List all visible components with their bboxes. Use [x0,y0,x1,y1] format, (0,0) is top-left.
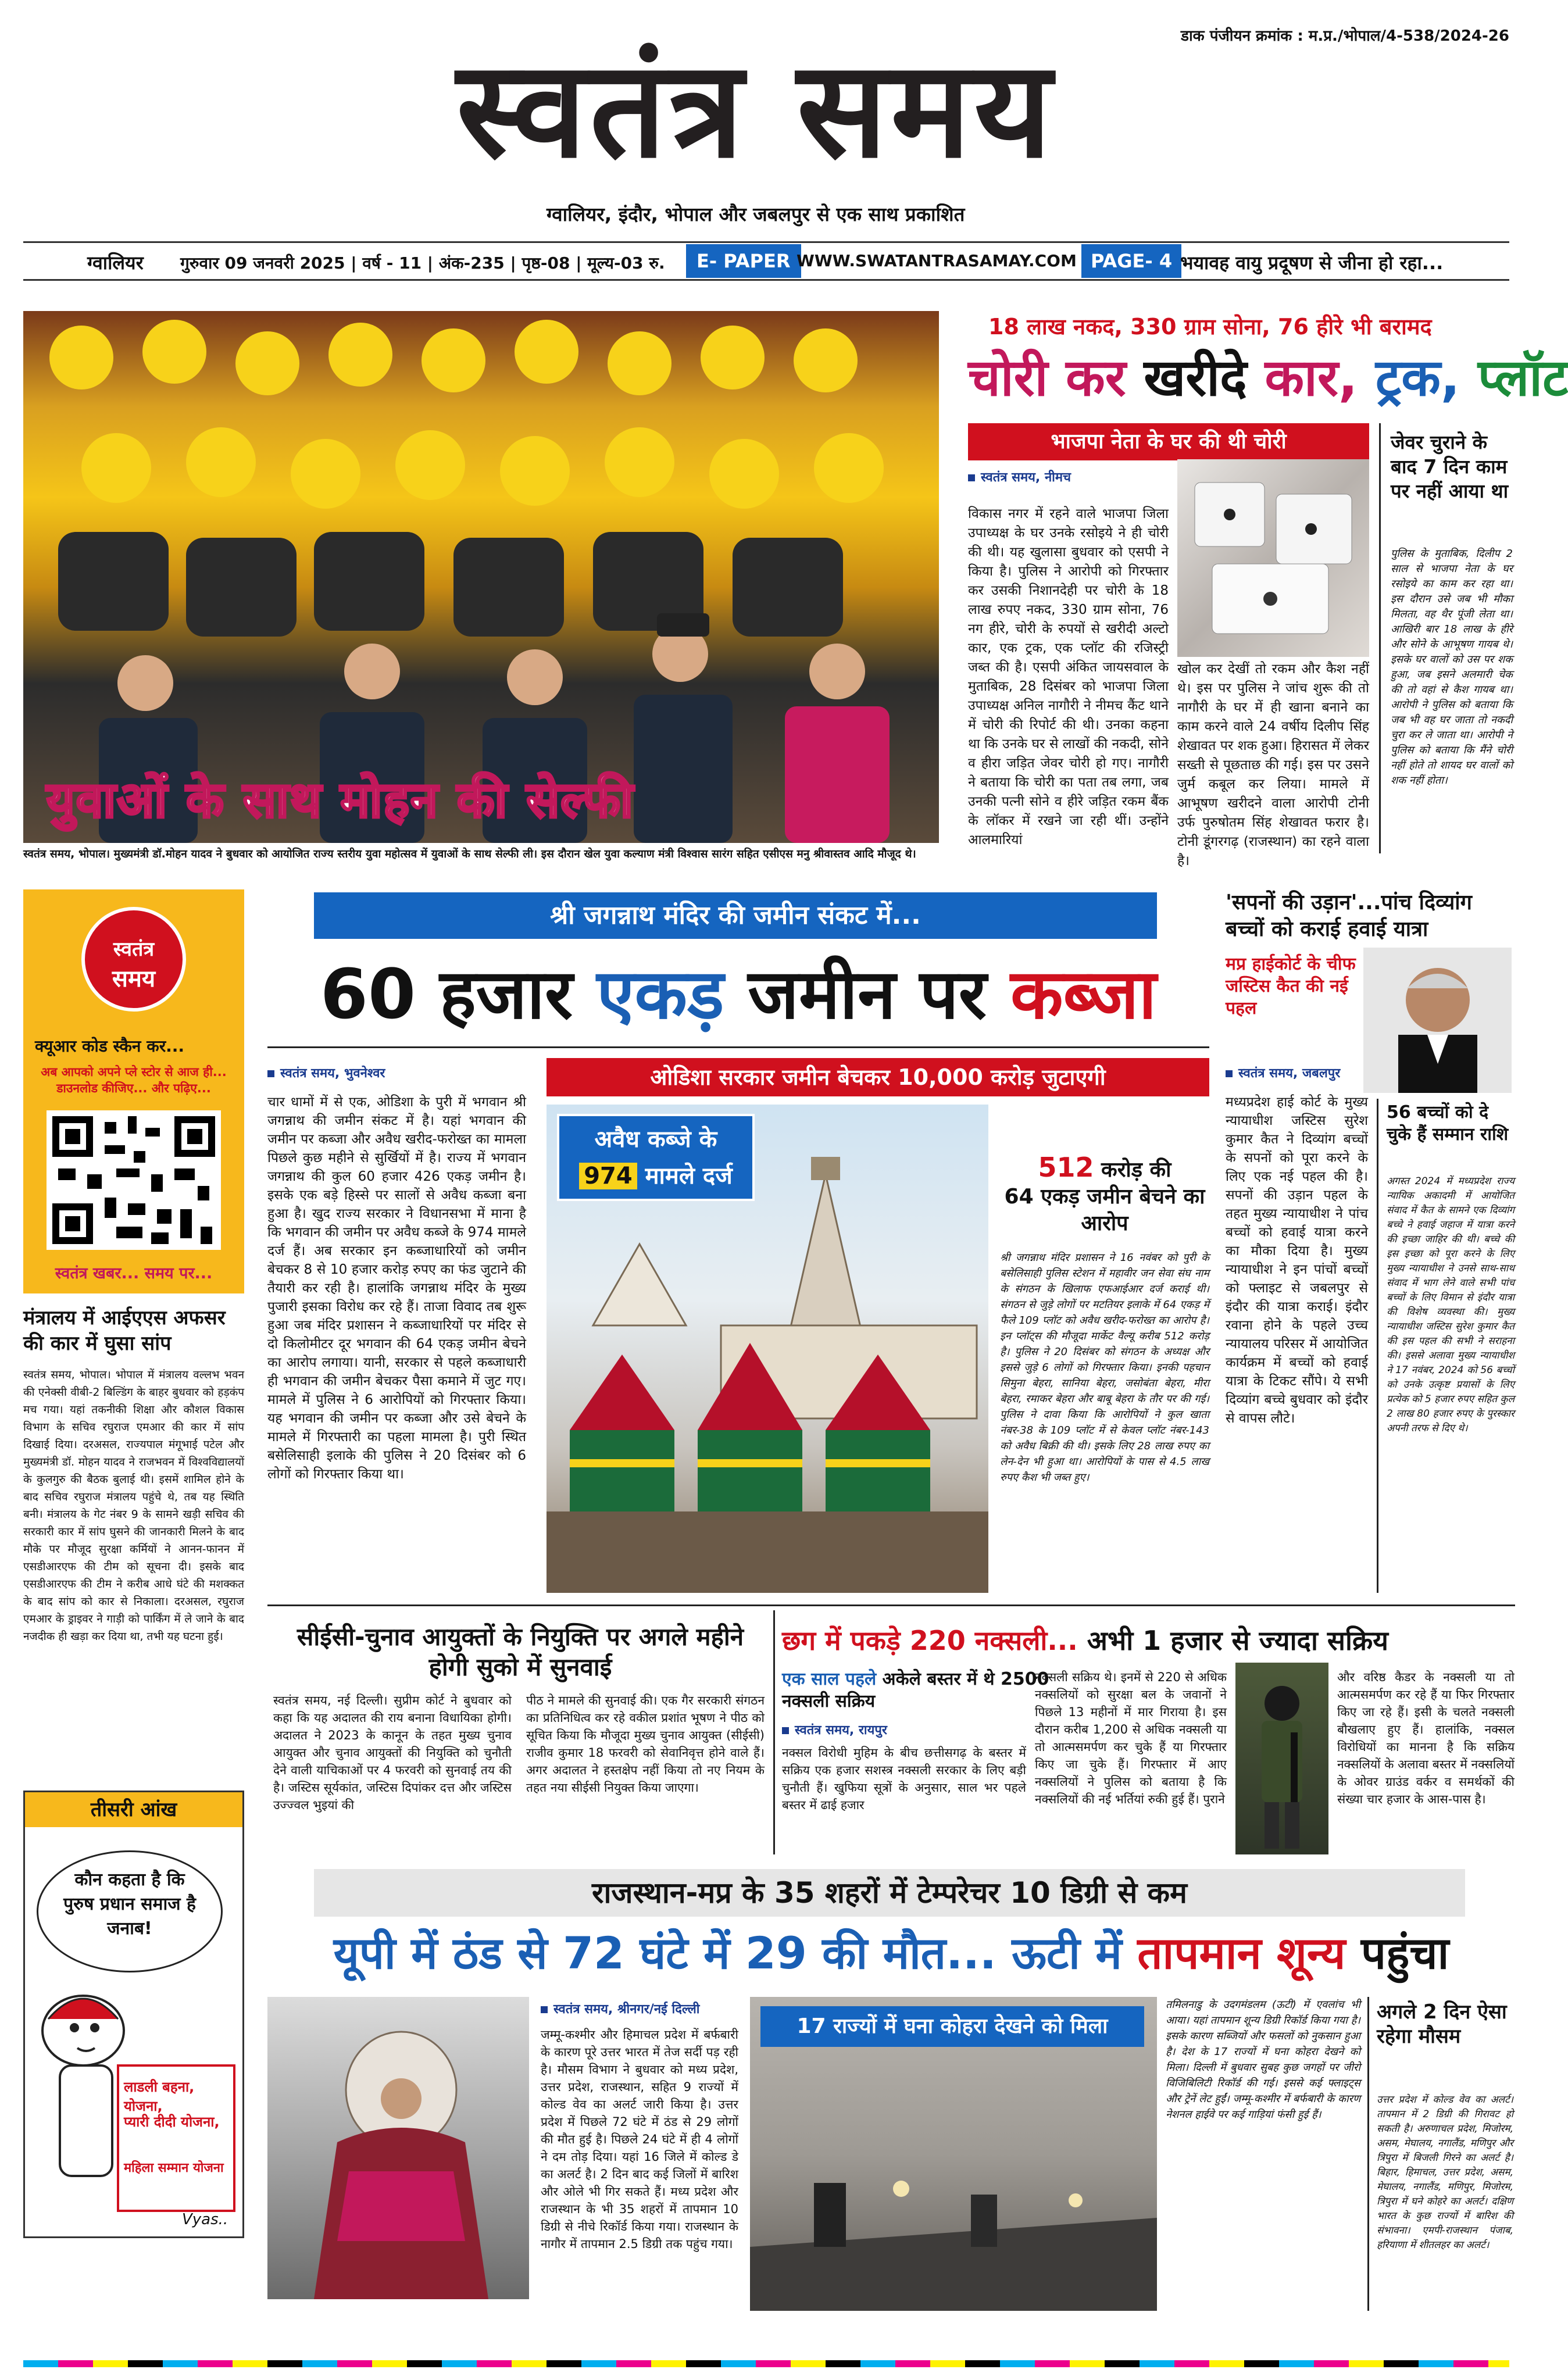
overlay-box [557,1114,755,1201]
theft-headline [968,346,1568,410]
promo-qr-title: क्यूआर कोड स्कैन कर... [35,1037,185,1056]
masthead-title: स्वतंत्र समय [456,33,1055,188]
theft-headline-b: खरीदे [1144,348,1247,408]
flight-side-divider [1377,1099,1378,1593]
jag-side-head2: 64 एकड़ जमीन बेचने का आरोप [1004,1185,1205,1235]
jagannath-headline-a: 60 हजार [320,954,573,1034]
promo-footer: स्वतंत्र खबर... समय पर... [55,1264,213,1282]
jagannath-body: चार धामों में से एक, ओडिशा के पुरी में भगवान श्री जगन्नाथ की जमीन संकट में है। यहां भगवान की जमीन पर कब्जा और अवैध खरीद-फरोख्त का मामला पिछले कुछ महीने से सुर्खियों में है। राज्य में भगवान जगन्नाथ की कुल 60 हजार 426 एकड़ जमीन है। इसके एक बड़े हिस्से पर सालों से अवैध कब्जा बना हुआ है। खुद राज्य सरकार ने विधानसभा में माना है कि भगवान की जमीन पर अवैध कब्जे के 974 मामले दर्ज हैं। अब सरकार इन कब्जाधारियों को जमीन बेचकर 8 से 10 हजार करोड़ रुपए का फंड जुटाने की तैयारी कर रही है। हालांकि जगन्नाथ मंदिर के मुख्य पुजारी इसका विरोध कर रहे हैं। ताजा विवाद तब शुरू हुआ जब मंदिर प्रशासन ने कब्जाधारियों पर मंदिर से दो किलोमीटर दूर भगवान की 64 एकड़ जमीन बेचने का आरोप लगाया। यानी, सरकार से पहले कब्जाधारी ही भगवान की जमीन बेचकर पैसा कमाने में जुट गए। मामले में पुलिस ने 6 आरोपियों को गिरफ्तार किया। यह भगवान की जमीन पर कब्जा और उसे बेचने के मामले में गिरफ्तारी का पहला मामला है। पुरी स्थित बसेलिसाही इलाके की पुलिस ने 20 दिसंबर को 6 लोगों को गिरफ्तार किया था। [267,1095,526,1482]
jag-side-num: 512 [1038,1152,1094,1183]
promo-qr-line: अब आपको अपने प्ले स्टोर से आज ही... डाउनलोड कीजिए... और पढ़िए... [41,1065,227,1095]
cold-byline: स्वतंत्र समय, श्रीनगर/नई दिल्ली [541,2000,699,2017]
theft-headline-e: प्लॉट [1477,348,1568,408]
cec-headline: सीईसी-चुनाव आयुक्तों के नियुक्ति पर अगले महीने होगी सुको में सुनवाई [297,1623,744,1681]
temple-photo [547,1105,988,1593]
theft-byline: स्वतंत्र समय, नीमच [968,468,1071,485]
naxal-body2: नक्सली सक्रिय थे। इनमें से 220 से अधिक नक्सलियों को सुरक्षा बल के जवानों ने पिछले 13 महीनों में मार गिराया है। इस दौरान करीब 1,200 से अधिक नक्सली या तो आत्मसमर्पण कर चुके हैं या गिरफ्तार किए जा चुके हैं। गिरफ्तार में आए नक्सलियों ने पुलिस को बताया है कि नक्सलियों की नई भर्तियां रुकी हुई हैं। पुराने [1035,1670,1227,1806]
theft-side-body: पुलिस के मुताबिक, दिलीप 2 साल से भाजपा नेता के घर रसोइये का काम कर रहा था। इस दौरान उसे जब भी मौका मिलता, वह थैर पूंजी लेता था। आखिरी बार 18 लाख के हीरे और सोने के आभूषण गायब थे। इसके घर वालों को उस पर शक हुआ, जब इसने अलमारी चेक की तो वहां से कैश गायब था। आरोपी ने पुलिस को बताया कि जब भी वह घर जाता तो नकदी चुरा कर ले जाता था। आरोपी ने पुलिस को बताया कि मैंने चोरी नहीं होते तो शायद घर वालों को शक नहीं होता। [1391,548,1513,787]
cold-headline-c: पहुंचा [1360,1927,1449,1979]
registration-marks [23,2360,1509,2367]
naxal-figure-icon [1235,1663,1328,1854]
jewellery-illustration [1177,459,1369,657]
cold-side-divider [1367,1997,1369,2311]
flight-side-head: 56 बच्चों को दे चुके हैं सम्मान राशि [1387,1102,1509,1145]
cartoon-sign3: महिला सम्मान योजना [124,2161,224,2175]
promo-logo-top: स्वतंत्र [113,938,155,961]
naxal-body1: नक्सल विरोधी मुहिम के बीच छत्तीसगढ़ के बस्तर में सक्रिय एक हजार सशस्त्र नक्सली सरकार के लिए बड़ी चुनौती हैं। खुफिया सूत्रों के अनुसार, साल भर पहले बस्तर में ढाई हजार [782,1746,1026,1812]
justice-portrait-icon [1363,948,1512,1093]
theft-headline-c: कार, [1265,348,1358,408]
cartoon-signature: Vyas.. [182,2211,228,2228]
overlay-line1: अवैध कब्जे के [594,1126,717,1153]
flight-body: मध्यप्रदेश हाई कोर्ट के मुख्य न्यायाधीश जस्टिस सुरेश कुमार कैत ने दिव्यांग बच्चों के सपनों को पूरा करने के लिए एक नई पहल की है। सपनों की उड़ान पहल के तहत मुख्य न्यायाधीश ने पांच बच्चों को हवाई यात्रा करने का मौका दिया है। मुख्य न्यायाधीश ने इन पांचों बच्चों को फ्लाइट से जबलपुर से इंदौर की यात्रा कराई। इंदौर रवाना होने के पहले उच्च न्यायालय परिसर में आयोजित कार्यक्रम में बच्चों को हवाई यात्रा के टिकट सौंपे। ये सभी दिव्यांग बच्चे बुधवार को इंदौर से वापस लौटे। [1226,1095,1368,1426]
flight-byline: स्वतंत्र समय, जबलपुर [1226,1064,1340,1081]
theft-headline-d: ट्रक, [1375,348,1460,408]
overlay-line2-wrap [559,1159,752,1191]
jewellery-photo [1177,459,1369,657]
cold-side-head: अगले 2 दिन ऐसा रहेगा मौसम [1377,2000,1507,2048]
ias-body: स्वतंत्र समय, भोपाल। भोपाल में मंत्रालय वल्लभ भवन की एनेक्सी वीबी-2 बिल्डिंग के बाहर बुधवार को हड़कंप मच गया। यहां तकनीकी शिक्षा और कौशल विकास विभाग के सचिव रघुराज एमआर की कार में सांप दिखाई दिया। दरअसल, राज्यपाल मंगूभाई पटेल और मुख्यमंत्री डॉ. मोहन यादव ने राजभवन में विश्वविद्यालयों के कुलगुरु की बैठक बुलाई थी। इसमें शामिल होने के बाद सचिव रघुराज मंत्रालय पहुंचे थे, तब यह स्थिति बनी। मंत्रालय के गेट नंबर 9 के सामने खड़ी सचिव की सरकारी कार में सांप घुसने की जानकारी मिलने के बाद मौके पर मौजूद सुरक्षा कर्मियों ने आनन-फानन में एसडीआरएफ की टीम को सूचना दी। इसके बाद एसडीआरएफ की टीम ने करीब आधे घंटे की मशक्कत के बाद सांप को कार से निकाला। दरअसल, रघुराज एमआर के ड्राइवर ने गाड़ी को पार्किंग में ले जाने के बाद नजदीक ही खड़ा कर दिया था, तभी यह घटना हुई। [23,1368,244,1643]
naxal-sub [782,1668,1049,1713]
jagannath-kicker: श्री जगन्नाथ मंदिर की जमीन संकट में... [314,892,1157,939]
qr-code[interactable] [47,1110,221,1250]
justice-photo [1363,948,1512,1093]
jag-side-body: श्री जगन्नाथ मंदिर प्रशासन ने 16 नवंबर को पुरी के बसेलिसाही पुलिस स्टेशन में महावीर जन सेवा संघ नाम के संगठन के खिलाफ एफआईआर दर्ज कराई थी। संगठन से जुड़े लोगों पर मटतियर इलाके में 64 एकड़ में फैले 109 प्लॉट को अवैध खरीद-फरोख्त का आरोप है। इन प्लॉट्स की मौजूदा मार्केट वैल्यू करीब 512 करोड़ है। पुलिस ने 20 दिसंबर को संगठन के अध्यक्ष और इससे जुड़े 6 लोगों को गिरफ्तार किया। इनकी पहचान सिमुना बेहरा, सानिया बेहरा, जसोबंता बेहरा, मीरा बेहरा, रमाकर बेहरा और बाबू बेहरा के तौर पर की गई। पुलिस ने दावा किया कि आरोपियों ने कुल खाता नंबर-38 के 109 प्लॉट में से केवल प्लॉट नंबर-143 को अवैध बिक्री की थी। इसके लिए 28 लाख रुपए का लेन-देन भी हुआ था। आरोपियों के पास से 4.5 लाख रुपए कैश भी जब्त हुए। [1000,1252,1209,1484]
theft-side-divider [1379,423,1381,853]
naxal-headline-b: अभी 1 हजार से ज्यादा सक्रिय [1087,1625,1388,1656]
theft-kicker: 18 लाख नकद, 330 ग्राम सोना, 76 हीरे भी बरामद [988,314,1432,340]
cold-photo [267,1997,529,2299]
theft-side-head: जेवर चुराने के बाद 7 दिन काम पर नहीं आया था [1391,431,1509,502]
cold-kicker: राजस्थान-मप्र के 35 शहरों में टेम्परेचर 10 डिग्री से कम [314,1869,1465,1917]
theft-col2: खोल कर देखीं तो रकम और कैश नहीं थे। इस पर पुलिस ने जांच शुरू की तो नागौरी के घर में ही खाना बनाने का काम करने वाले 24 वर्षीय दिलीप सिंह शेखावत पर शक हुआ। हिरासत में लेकर सख्ती से पूछताछ की गई। इस पर उसने जुर्म कबूल कर लिया। मामले में आभूषण खरीदने वाला आरोपी टोनी उर्फ पुरुषोतम सिंह शेखावत फरार है। टोनी डूंगरगढ़ (राजस्थान) का रहने वाला है। [1177,662,1369,869]
overlay-num: 974 [579,1163,637,1189]
dateline-text: गुरुवार 09 जनवरी 2025 | वर्ष - 11 | अंक-235 | पृष्ठ-08 | मूल्य-03 रु. [180,253,665,273]
theft-col1: विकास नगर में रहने वाले भाजपा जिला उपाध्यक्ष के घर उनके रसोइये ने ही चोरी की थी। यह खुलासा बुधवार को एसपी ने किया है। पुलिस ने आरोपी को गिरफ्तार कर उसकी निशानदेही पर चोरी के 18 लाख रुपए नकद, 330 ग्राम सोना, 76 नग हीरे, चोरी के रुपयों से खरीदी अल्टो कार, एक ट्रक, एक प्लॉट की रजिस्ट्री जब्त की है। एसपी अंकित जायसवाल के मुताबिक, 28 दिसंबर को भाजपा जिला उपाध्यक्ष अनिल नागौरी ने नीमच कैंट थाने में चोरी की रिपोर्ट की थी। उनका कहना था कि उनके घर से लाखों की नकदी, सोने व हीरा जड़ित जेवर चोरी हो गए। नागौरी ने बताया कि चोरी का पता तब लगा, जब उनकी पत्नी सोने व हीरे जड़ित रकम बैंक के लॉकर में रखने जा रही थीं। उन्होंने आलमारियां [968,506,1169,848]
epaper-label[interactable]: E- PAPER [686,244,801,278]
jag-side-head1: करोड़ की [1101,1158,1171,1182]
jagannath-headline-b: एकड़ [597,954,724,1034]
theft-headline-a: चोरी कर [968,348,1126,408]
selfie-photo [23,311,939,843]
qr-code-icon [47,1110,221,1250]
cartoon-sign1: लाडली बहना, योजना, [124,2079,195,2114]
cec-divider-top [267,1604,1515,1606]
website-link[interactable]: WWW.SWATANTRASAMAY.COM [796,251,1077,270]
cold-person-icon [267,1997,529,2299]
cartoon-box [23,1791,244,2238]
ias-headline: मंत्रालय में आईएएस अफसर की कार में घुसा सांप [23,1306,226,1355]
flight-side-body: अगस्त 2024 में मध्यप्रदेश राज्य न्यायिक अकादमी में आयोजित संवाद में कैत के सामने एक दिव्यांग बच्चे ने हवाई जहाज में यात्रा करने की इच्छा जाहिर की थी। बच्चे की इस इच्छा को पूरा करने के लिए मुख्य न्यायाधीश ने उनसे साथ-साथ संवाद में भाग लेने वाले सभी पांच बच्चों के लिए विमान से इंदौर यात्रा की विशेष व्यवस्था की। मुख्य न्यायाधीश जस्टिस सुरेश कुमार कैत की इस पहल की सभी ने सराहना की। इससे अलावा मुख्य न्यायाधीश ने 17 नवंबर, 2024 को 56 बच्चों को उनके उत्कृष्ट प्रयासों के लिए प्रत्येक को 5 हजार रुपए सहित कुल 2 लाख 80 हजार रुपए के पुरस्कार अपनी तरफ से दिए थे। [1387,1175,1515,1434]
jagannath-headline-d: कब्जा [1010,954,1157,1034]
jagannath-divider [267,1046,1209,1048]
naxal-body3: और वरिष्ठ कैडर के नक्सली या तो आत्मसमर्पण कर रहे हैं या फिर गिरफ्तार किए जा रहे हैं। इसी के चलते नक्सली बौखलाए हुए हैं। हालांकि, नक्सल विरोधियों का मानना है कि सक्रिय नक्सलियों के अलावा बस्तर में नक्सलियों के ओवर ग्राउंड वर्कर व समर्थकों की संख्या चार हजार के आस-पास है। [1337,1670,1515,1806]
page-teaser[interactable]: भयावह वायु प्रदूषण से जीना हो रहा... [1180,252,1444,274]
fog-head: 17 राज्यों में घना कोहरा देखने को मिला [760,2006,1144,2047]
naxal-photo [1235,1663,1328,1854]
cold-side-body: उत्तर प्रदेश में कोल्ड वेव का अलर्ट। तापमान में 2 डिग्री की गिरावट हो सकती है। अरुणाचल प्रदेश, मिजोरम, असम, मेघालय, नगालैंड, मणिपुर और त्रिपुरा में बिजली गिरने का अलर्ट है। बिहार, हिमाचल, उत्तर प्रदेश, असम, मेघालय, नगालैंड, मणिपुर, मिजोरम, त्रिपुरा में घने कोहरे का अलर्ट। दक्षिण भारत के कुछ राज्यों में बारिश की संभावना। एमपी-राजस्थान पंजाब, हरियाणा में शीतलहर का अलर्ट। [1377,2094,1513,2251]
overlay-line2: मामले दर्ज [645,1163,733,1189]
flight-sub: मप्र हाईकोर्ट के चीफ जस्टिस कैत की नई पहल [1226,954,1356,1019]
flight-kicker: 'सपनों की उड़ान'...पांच दिव्यांग बच्चों को कराई हवाई यात्रा [1226,891,1472,941]
naxal-headline-a: छग में पकड़े 220 नक्सली... [782,1625,1078,1656]
cartoon-title: तीसरी आंख [25,1792,242,1827]
jagannath-headline [267,953,1209,1035]
dateline-bar [23,241,1509,281]
promo-box [23,889,244,1293]
selfie-caption: स्वतंत्र समय, भोपाल। मुख्यमंत्री डॉ.मोहन यादव ने बुधवार को आयोजित राज्य स्तरीय युवा महोत्सव में युवाओं के साथ सेल्फी ली। इस दौरान खेल युवा कल्याण मंत्री विश्वास सारंग सहित एसीएस मनु श्रीवास्तव आदि मौजूद थे। [23,848,916,860]
page-tag[interactable]: PAGE- 4 [1081,244,1181,278]
jag-side-head [1000,1154,1209,1237]
promo-logo-bottom: समय [112,966,156,992]
reg-number: डाक पंजीयन क्रमांक : म.प्र./भोपाल/4-538/2024-26 [1181,27,1509,45]
jagannath-sub: ओडिशा सरकार जमीन बेचकर 10,000 करोड़ जुटाएगी [547,1058,1209,1096]
jagannath-byline: स्वतंत्र समय, भुवनेश्वर [267,1064,385,1081]
cold-headline-b: तापमान शून्य [1137,1927,1346,1979]
promo-logo [81,907,186,1012]
masthead-tagline: ग्वालियर, इंदौर, भोपाल और जबलपुर से एक साथ प्रकाशित [547,203,965,226]
selfie-headline: युवाओं के साथ मोहन की सेल्फी [47,771,634,828]
fog-photo [750,1997,1157,2311]
cold-headline-a: यूपी में ठंड से 72 घंटे में 29 की मौत... ऊटी में [333,1927,1122,1979]
cold-body: जम्मू-कश्मीर और हिमाचल प्रदेश में बर्फबारी के कारण पूरे उत्तर भारत में तेज सर्दी पड़ रही है। मौसम विभाग ने बुधवार को मध्य प्रदेश, उत्तर प्रदेश, राजस्थान, सहित 9 राज्यों में कोल्ड वेव का अलर्ट जारी किया है। उत्तर प्रदेश में पिछले 72 घंटे में ठंड से 29 लोगों की मौत हुई है। पिछले 24 घंटे में ही 4 लोगों ने दम तोड़ दिया। यहां 16 जिले में कोल्ड डे का अलर्ट है। 2 दिन बाद कई जिलों में बारिश और ओले भी गिर सकते हैं। मध्य प्रदेश और राजस्थान के भी 35 शहरों में तापमान 10 डिग्री से नीचे रिकॉर्ड किया गया। राजस्थान के नागौर में तापमान 2.5 डिग्री तक पहुंच गया। [541,2028,738,2251]
dateline-city: ग्वालियर [87,252,144,274]
cec-body1: स्वतंत्र समय, नई दिल्ली। सुप्रीम कोर्ट ने बुधवार को कहा कि यह अदालत की राय बनाना विधायिका होगी। अदालत ने 2023 के कानून के तहत मुख्य चुनाव आयुक्त और चुनाव आयुक्तों की नियुक्ति को चुनौती देने वाली याचिकाओं पर 4 फरवरी को सुनवाई तय की है। जस्टिस सूर्यकांत, जस्टिस दिपांकर दत्त और जस्टिस उज्ज्वल भुइयां की [273,1693,512,1812]
naxal-sub-b: अकेले बस्तर में थे 2500 नक्सली सक्रिय [782,1669,1049,1711]
naxal-sub-a: एक साल पहले [782,1669,877,1689]
theft-sub: भाजपा नेता के घर की थी चोरी [968,423,1369,460]
cartoon-speech: कौन कहता है कि पुरुष प्रधान समाज है जनाब! [63,1870,196,1939]
cold-headline [267,1924,1515,1982]
jagannath-headline-c: जमीन पर [748,954,987,1034]
naxal-headline [782,1622,1515,1658]
cec-naxal-divider [773,1610,775,1854]
naxal-byline: स्वतंत्र समय, रायपुर [782,1721,887,1738]
crowd-illustration [23,311,939,843]
cec-body2: पीठ ने मामले की सुनवाई की। एक गैर सरकारी संगठन का प्रतिनिधित्व कर रहे वकील प्रशांत भूषण ने पीठ को सूचित किया कि मौजूदा मुख्य चुनाव आयुक्त (सीईसी) राजीव कुमार 18 फरवरी को सेवानिवृत्त होने वाले हैं। अगर अदालत ने हस्तक्षेप नहीं किया तो नए नियम के तहत नया सीईसी नियुक्त किया जाएगा। [526,1693,765,1795]
fog-body: तमिलनाडु के उदगमंडलम (ऊटी) में एवलांच भी आया। यहां तापमान शून्य डिग्री रिकॉर्ड किया गया है। इसके कारण सब्जियों और फसलों को नुकसान हुआ है। देश के 17 राज्यों में घना कोहरा देखने को मिला। दिल्ली में बुधवार सुबह कुछ जगहों पर जीरो विजिबिलिटी रिकॉर्ड की गई। इससे कई फ्लाइट्स और ट्रेनें लेट हुईं। जम्मू-कश्मीर में बर्फबारी के कारण नेशनल हाईवे पर कई गाड़ियां फंसी हुई हैं। [1166,1999,1360,2121]
cartoon-sign2: प्यारी दीदी योजना, [124,2114,220,2130]
